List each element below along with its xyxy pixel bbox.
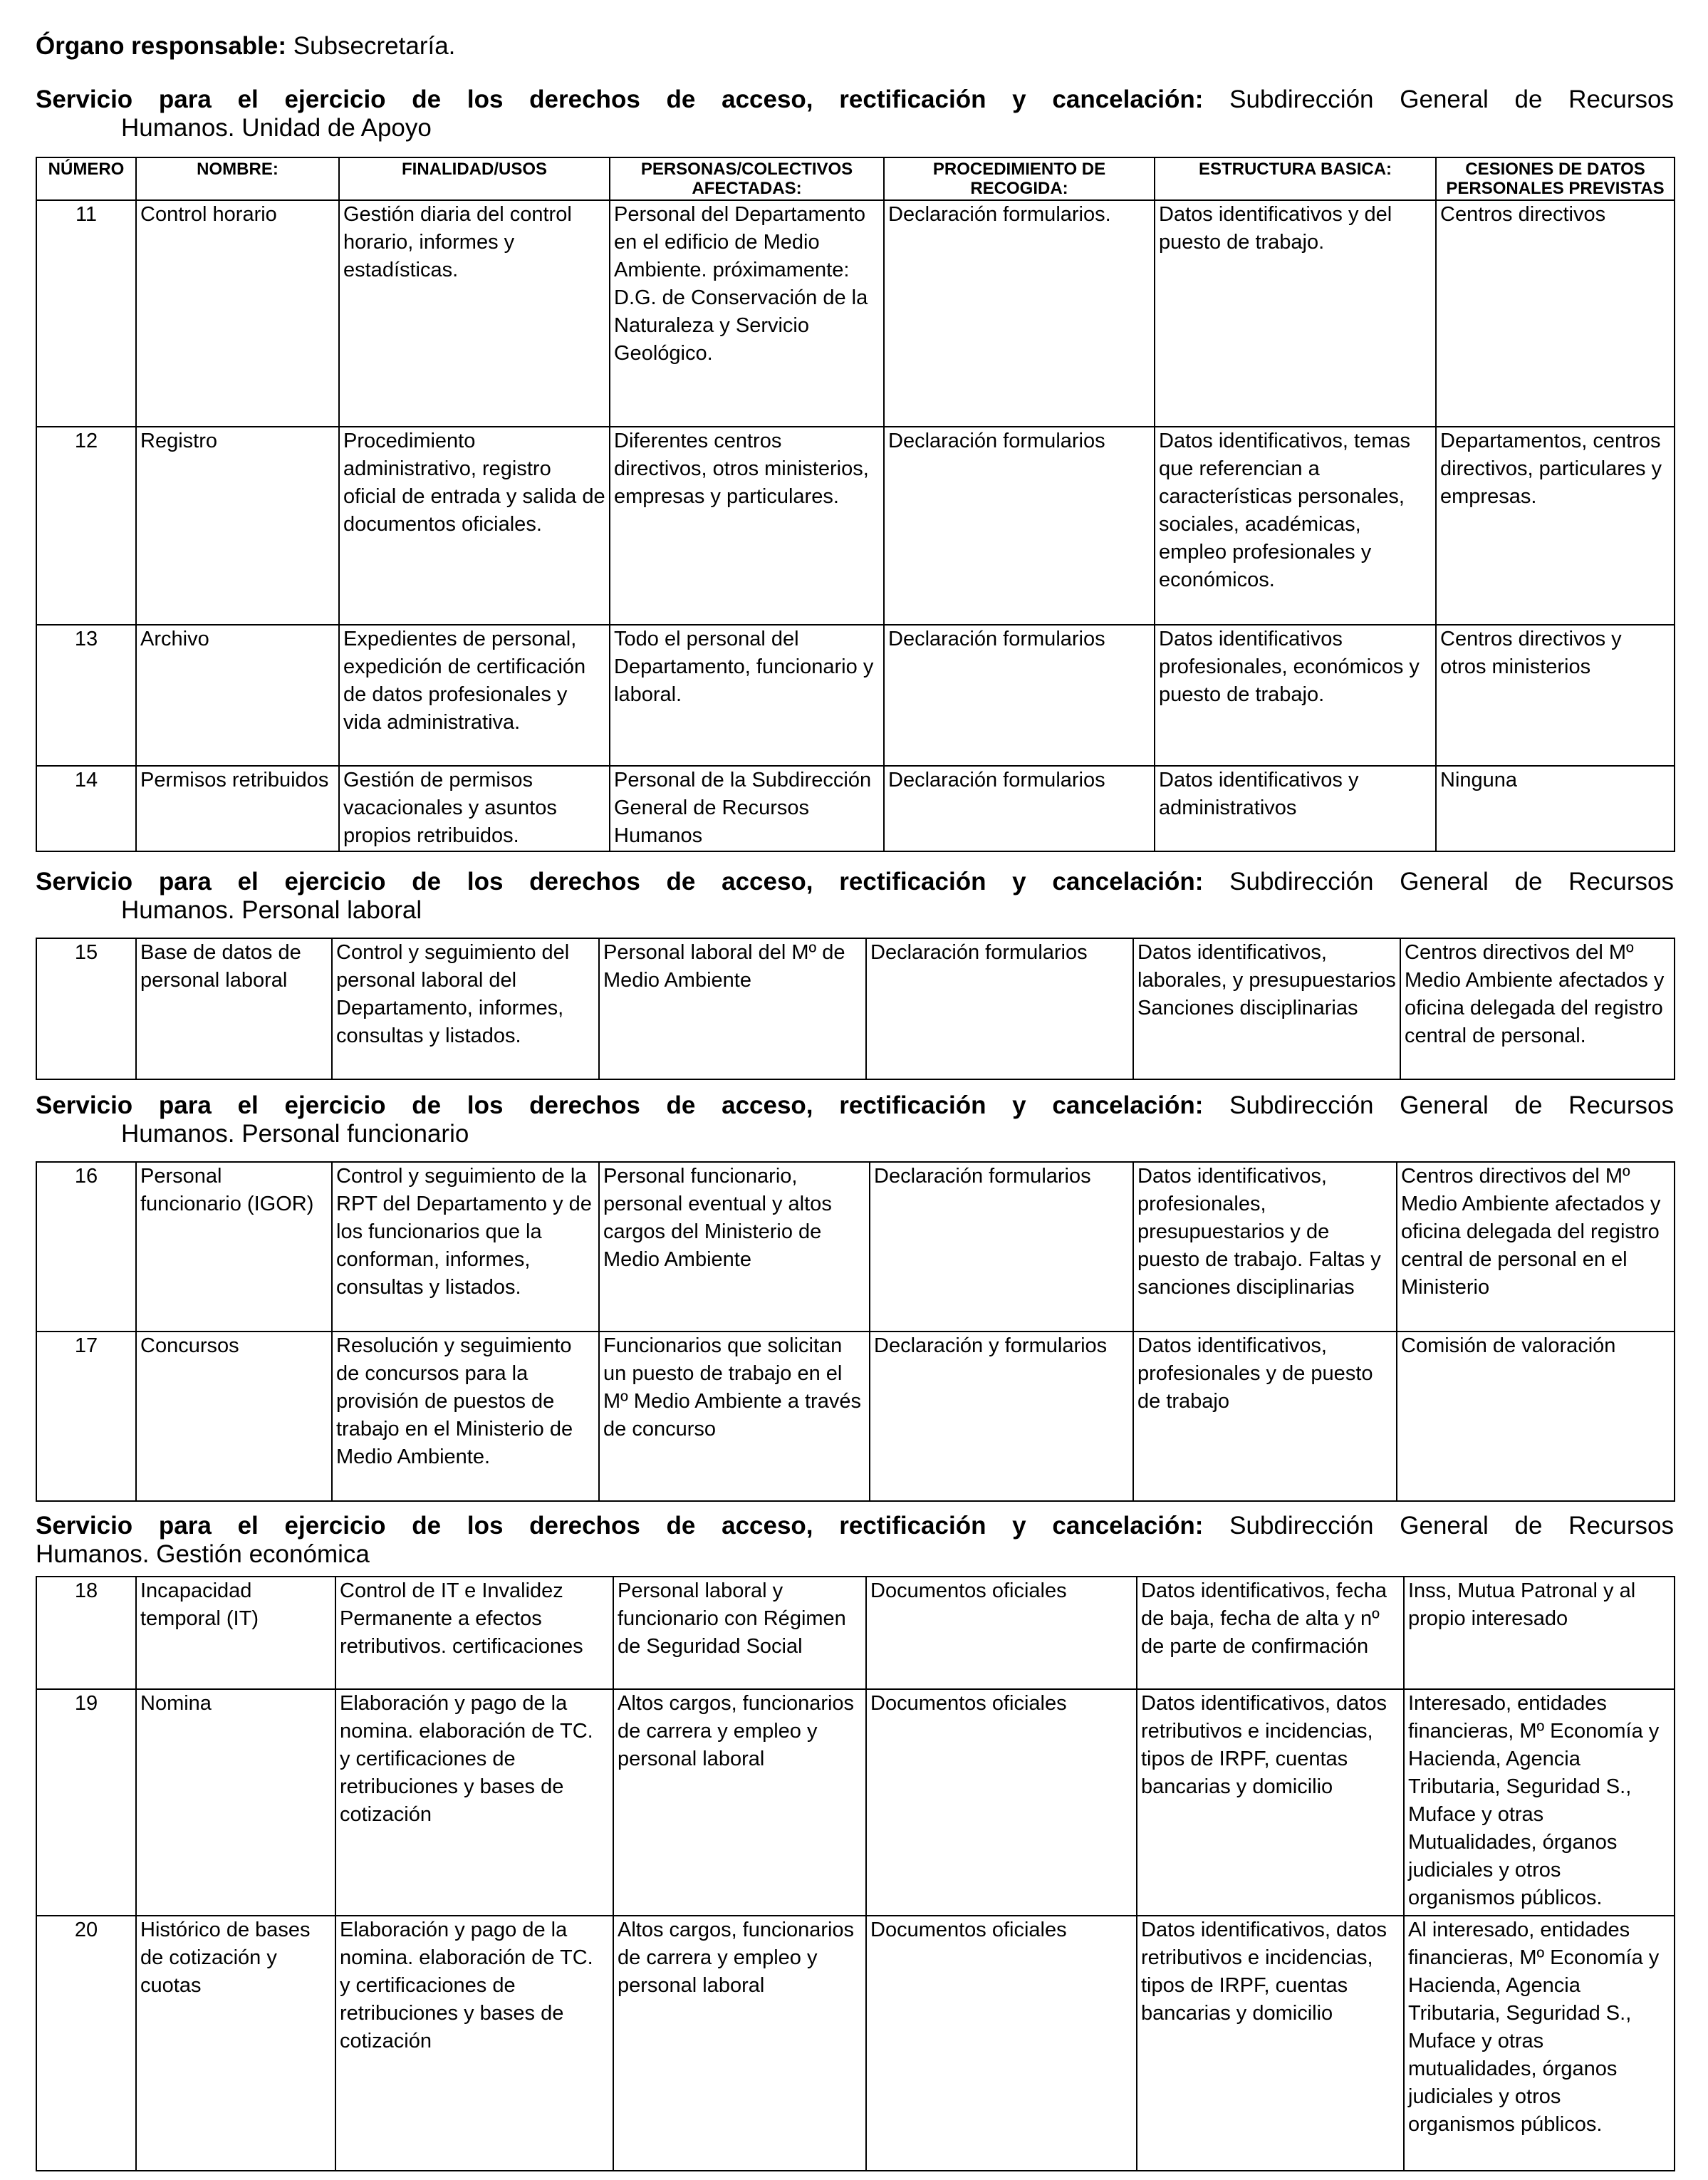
header-nombre: NOMBRE: [136, 157, 339, 200]
table-row [36, 1577, 1675, 1689]
cell-cesiones: Centros directivos [1436, 200, 1675, 427]
cell-estructura: Datos identificativos, datos retributivos e incidencias, tipos de IRPF, cuentas bancarias y domicilio [1137, 1689, 1404, 1916]
section-title-rest: Subdirección General de Recursos [1229, 1091, 1674, 1119]
cell-numero: 15 [36, 938, 136, 1079]
cell-nombre: Registro [136, 427, 339, 625]
table-row [36, 1689, 1675, 1916]
cell-estructura: Datos identificativos, profesionales y de puesto de trabajo [1133, 1332, 1397, 1501]
section-heading [36, 868, 1674, 925]
table-row [36, 766, 1675, 851]
cell-cesiones: Centros directivos y otros ministerios [1436, 625, 1675, 766]
cell-cesiones: Centros directivos del Mº Medio Ambiente afectados y oficina delegada del registro central de personal en el Ministerio [1397, 1162, 1675, 1332]
header-personas: PERSONAS/COLECTIVOS AFECTADAS: [610, 157, 884, 200]
cell-nombre: Incapacidad temporal (IT) [136, 1577, 335, 1689]
cell-personas: Funcionarios que solicitan un puesto de trabajo en el Mº Medio Ambiente a través de concurso [599, 1332, 870, 1501]
cell-cesiones: Inss, Mutua Patronal y al propio interesado [1404, 1577, 1675, 1689]
cell-cesiones: Ninguna [1436, 766, 1675, 851]
section-title-line2: Humanos. Unidad de Apoyo [121, 114, 432, 142]
cell-procedimiento: Declaración formularios. [884, 200, 1155, 427]
cell-cesiones: Comisión de valoración [1397, 1332, 1675, 1501]
table-row [36, 1162, 1675, 1332]
cell-nombre: Nomina [136, 1689, 335, 1916]
cell-finalidad: Elaboración y pago de la nomina. elaboración de TC. y certificaciones de retribuciones y bases de cotización [335, 1689, 613, 1916]
section-title-rest: Subdirección General de Recursos [1229, 868, 1674, 896]
section-title-rest: Subdirección General de Recursos [1229, 1512, 1674, 1540]
cell-procedimiento: Declaración formularios [884, 427, 1155, 625]
cell-procedimiento: Declaración formularios [870, 1162, 1133, 1332]
section-heading [36, 85, 1674, 142]
cell-numero: 16 [36, 1162, 136, 1332]
cell-personas: Todo el personal del Departamento, funcionario y laboral. [610, 625, 884, 766]
cell-personas: Altos cargos, funcionarios de carrera y empleo y personal laboral [613, 1916, 866, 2171]
cell-procedimiento: Documentos oficiales [866, 1689, 1137, 1916]
section-title-bold: Servicio para el ejercicio de los derechos de acceso, rectificación y cancelación: [36, 85, 1204, 113]
cell-estructura: Datos identificativos profesionales, económicos y puesto de trabajo. [1155, 625, 1436, 766]
data-table [36, 1576, 1675, 2171]
cell-procedimiento: Declaración y formularios [870, 1332, 1133, 1501]
section-title-rest: Subdirección General de Recursos [1229, 85, 1674, 113]
section-title-line2: Humanos. Personal funcionario [121, 1120, 469, 1148]
cell-personas: Personal laboral y funcionario con Régimen de Seguridad Social [613, 1577, 866, 1689]
cell-finalidad: Gestión diaria del control horario, informes y estadísticas. [339, 200, 610, 427]
cell-procedimiento: Documentos oficiales [866, 1916, 1137, 2171]
cell-nombre: Archivo [136, 625, 339, 766]
header-finalidad: FINALIDAD/USOS [339, 157, 610, 200]
table-row [36, 625, 1675, 766]
cell-personas: Personal funcionario, personal eventual y altos cargos del Ministerio de Medio Ambiente [599, 1162, 870, 1332]
data-table [36, 938, 1675, 1080]
data-table [36, 157, 1675, 852]
table-row [36, 938, 1675, 1079]
cell-nombre: Concursos [136, 1332, 332, 1501]
cell-finalidad: Procedimiento administrativo, registro oficial de entrada y salida de documentos oficiales. [339, 427, 610, 625]
cell-cesiones: Departamentos, centros directivos, particulares y empresas. [1436, 427, 1675, 625]
cell-finalidad: Elaboración y pago de la nomina. elaboración de TC. y certificaciones de retribuciones y bases de cotización [335, 1916, 613, 2171]
cell-personas: Personal de la Subdirección General de Recursos Humanos [610, 766, 884, 851]
table-header-row [36, 157, 1675, 200]
cell-numero: 18 [36, 1577, 136, 1689]
cell-nombre: Base de datos de personal laboral [136, 938, 332, 1079]
cell-numero: 14 [36, 766, 136, 851]
cell-estructura: Datos identificativos y del puesto de trabajo. [1155, 200, 1436, 427]
cell-cesiones: Centros directivos del Mº Medio Ambiente afectados y oficina delegada del registro central de personal. [1400, 938, 1675, 1079]
cell-numero: 20 [36, 1916, 136, 2171]
cell-finalidad: Control de IT e Invalidez Permanente a efectos retributivos. certificaciones [335, 1577, 613, 1689]
cell-personas: Diferentes centros directivos, otros ministerios, empresas y particulares. [610, 427, 884, 625]
cell-estructura: Datos identificativos, temas que referencian a características personales, sociales, académicas, empleo profesionales y económicos. [1155, 427, 1436, 625]
section-title-line2: Humanos. Personal laboral [121, 896, 422, 924]
section-title-line2: Humanos. Gestión económica [36, 1540, 370, 1568]
cell-estructura: Datos identificativos, datos retributivos e incidencias, tipos de IRPF, cuentas bancarias y domicilio [1137, 1916, 1404, 2171]
cell-numero: 12 [36, 427, 136, 625]
cell-finalidad: Control y seguimiento del personal laboral del Departamento, informes, consultas y listados. [332, 938, 599, 1079]
cell-procedimiento: Declaración formularios [884, 766, 1155, 851]
cell-procedimiento: Documentos oficiales [866, 1577, 1137, 1689]
organo-responsable [36, 31, 455, 61]
cell-nombre: Personal funcionario (IGOR) [136, 1162, 332, 1332]
header-numero: NÚMERO [36, 157, 136, 200]
cell-finalidad: Resolución y seguimiento de concursos para la provisión de puestos de trabajo en el Ministerio de Medio Ambiente. [332, 1332, 599, 1501]
cell-finalidad: Gestión de permisos vacacionales y asuntos propios retribuidos. [339, 766, 610, 851]
organo-label: Órgano responsable: [36, 32, 287, 60]
cell-finalidad: Control y seguimiento de la RPT del Departamento y de los funcionarios que la conforman, informes, consultas y listados. [332, 1162, 599, 1332]
cell-numero: 11 [36, 200, 136, 427]
header-procedimiento: PROCEDIMIENTO DE RECOGIDA: [884, 157, 1155, 200]
cell-procedimiento: Declaración formularios [866, 938, 1133, 1079]
header-estructura: ESTRUCTURA BASICA: [1155, 157, 1436, 200]
cell-numero: 13 [36, 625, 136, 766]
cell-estructura: Datos identificativos, profesionales, presupuestarios y de puesto de trabajo. Faltas y sanciones disciplinarias [1133, 1162, 1397, 1332]
cell-nombre: Permisos retribuidos [136, 766, 339, 851]
cell-numero: 19 [36, 1689, 136, 1916]
table-row [36, 200, 1675, 427]
data-table [36, 1161, 1675, 1502]
cell-personas: Personal laboral del Mº de Medio Ambiente [599, 938, 866, 1079]
section-title-bold: Servicio para el ejercicio de los derechos de acceso, rectificación y cancelación: [36, 1091, 1204, 1119]
cell-nombre: Histórico de bases de cotización y cuotas [136, 1916, 335, 2171]
cell-cesiones: Al interesado, entidades financieras, Mº Economía y Hacienda, Agencia Tributaria, Seguridad S., Muface y otras mutualidades, órganos judiciales y otros organismos públicos. [1404, 1916, 1675, 2171]
cell-nombre: Control horario [136, 200, 339, 427]
cell-estructura: Datos identificativos, laborales, y presupuestarios Sanciones disciplinarias [1133, 938, 1400, 1079]
section-title-bold: Servicio para el ejercicio de los derechos de acceso, rectificación y cancelación: [36, 868, 1204, 896]
section-heading [36, 1512, 1674, 1569]
cell-procedimiento: Declaración formularios [884, 625, 1155, 766]
cell-personas: Altos cargos, funcionarios de carrera y empleo y personal laboral [613, 1689, 866, 1916]
section-title-bold: Servicio para el ejercicio de los derechos de acceso, rectificación y cancelación: [36, 1512, 1204, 1540]
table-row [36, 1332, 1675, 1501]
cell-estructura: Datos identificativos, fecha de baja, fecha de alta y nº de parte de confirmación [1137, 1577, 1404, 1689]
organo-value: Subsecretaría. [293, 32, 456, 60]
header-cesiones: CESIONES DE DATOS PERSONALES PREVISTAS [1436, 157, 1675, 200]
section-heading [36, 1091, 1674, 1148]
table-row [36, 1916, 1675, 2171]
cell-personas: Personal del Departamento en el edificio de Medio Ambiente. próximamente: D.G. de Conservación de la Naturaleza y Servicio Geológico. [610, 200, 884, 427]
cell-estructura: Datos identificativos y administrativos [1155, 766, 1436, 851]
cell-numero: 17 [36, 1332, 136, 1501]
cell-finalidad: Expedientes de personal, expedición de certificación de datos profesionales y vida administrativa. [339, 625, 610, 766]
cell-cesiones: Interesado, entidades financieras, Mº Economía y Hacienda, Agencia Tributaria, Seguridad S., Muface y otras Mutualidades, órganos judiciales y otros organismos públicos. [1404, 1689, 1675, 1916]
table-row [36, 427, 1675, 625]
